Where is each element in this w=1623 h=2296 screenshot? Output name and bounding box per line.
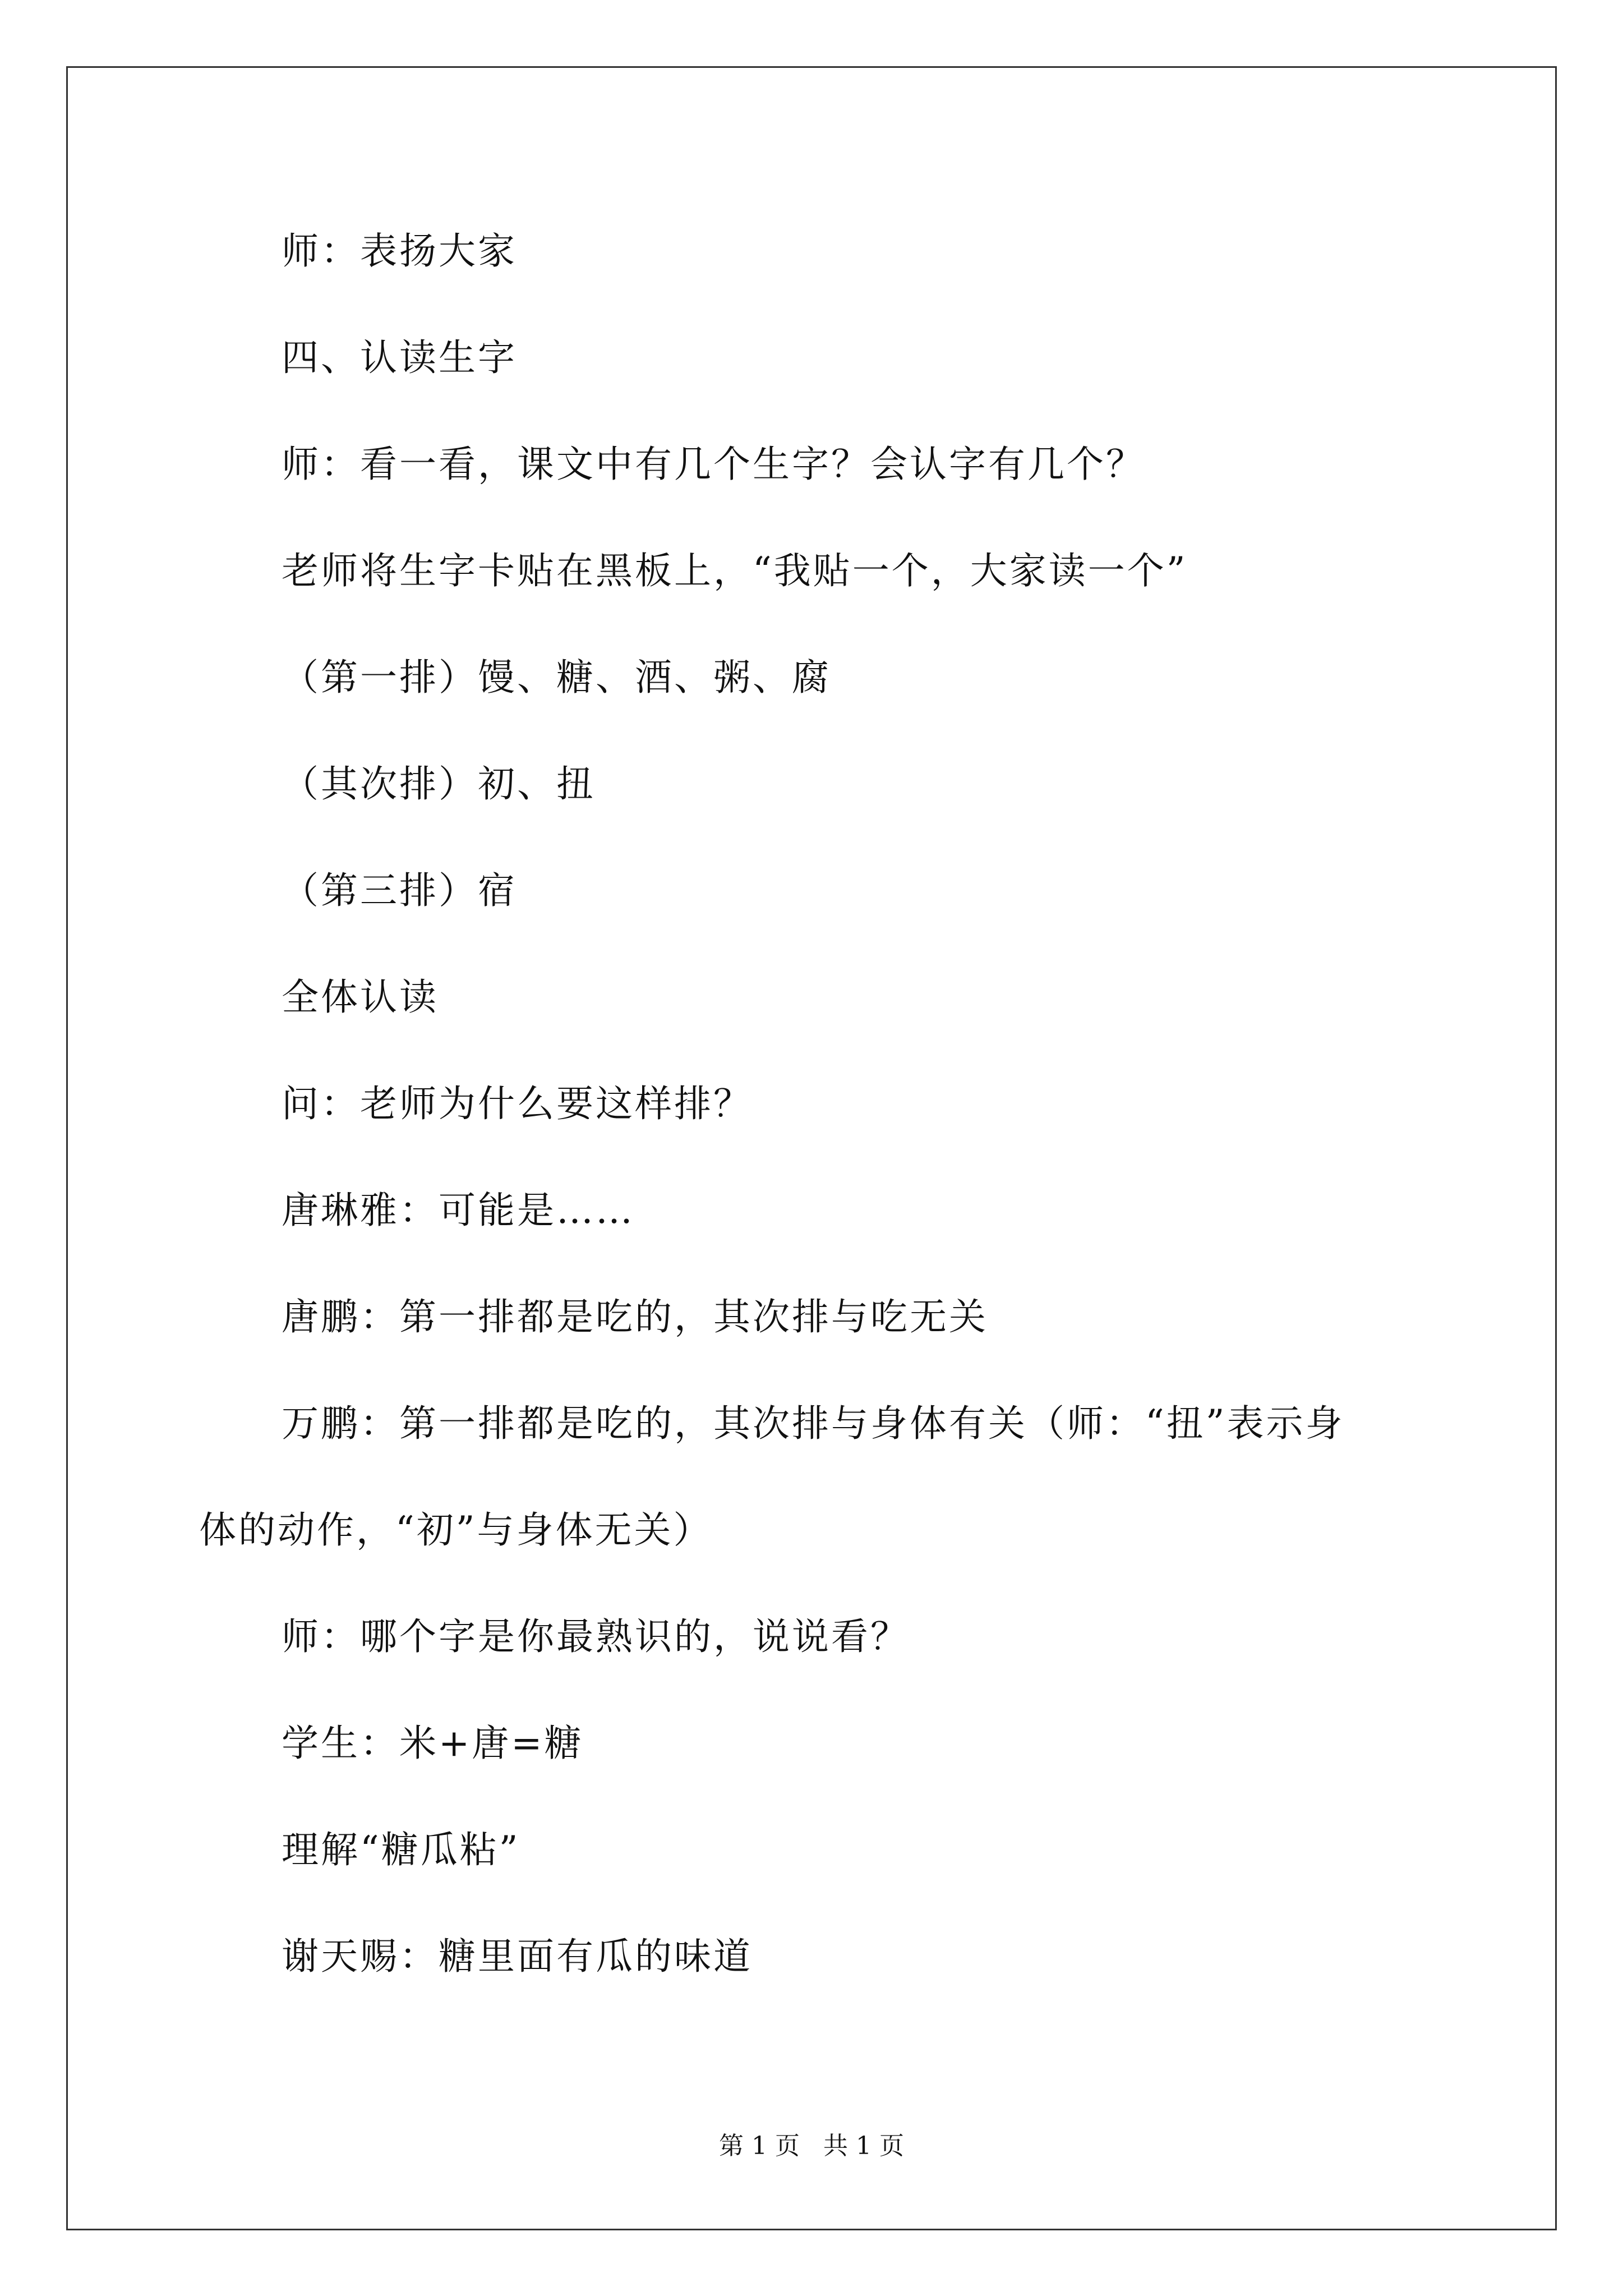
paragraph-4: 老师将生字卡贴在黑板上，“我贴一个，大家读一个” (282, 549, 1188, 592)
paragraph-11: 唐鹏：第一排都是吃的，其次排与吃无关 (282, 1295, 988, 1338)
paragraph-13: 师：哪个字是你最熟识的，说说看？ (282, 1615, 910, 1658)
paragraph-2: 四、认读生字 (282, 336, 517, 379)
paragraph-9: 问：老师为什么要这样排？ (282, 1082, 753, 1125)
paragraph-12-continued: 体的动作，“初”与身体无关） (199, 1508, 713, 1552)
paragraph-6: （其次排）初、扭 (282, 762, 596, 806)
paragraph-3: 师：看一看，课文中有几个生字？会认字有几个？ (282, 443, 1145, 486)
paragraph-10: 唐琳雅：可能是…… (282, 1189, 635, 1232)
paragraph-15: 理解“糖瓜粘” (282, 1828, 520, 1871)
paragraph-8: 全体认读 (282, 976, 439, 1019)
paragraph-1: 师：表扬大家 (282, 229, 517, 273)
paragraph-16: 谢天赐：糖里面有瓜的味道 (282, 1935, 753, 1978)
paragraph-5: （第一排）馒、糖、酒、粥、腐 (282, 656, 831, 699)
paragraph-7: （第三排）宿 (282, 869, 517, 912)
paragraph-12: 万鹏：第一排都是吃的，其次排与身体有关（师：“扭”表示身 (282, 1402, 1345, 1445)
page-footer: 第 1 页 共 1 页 (719, 2132, 904, 2160)
paragraph-14: 学生：米+唐=糖 (282, 1722, 584, 1765)
